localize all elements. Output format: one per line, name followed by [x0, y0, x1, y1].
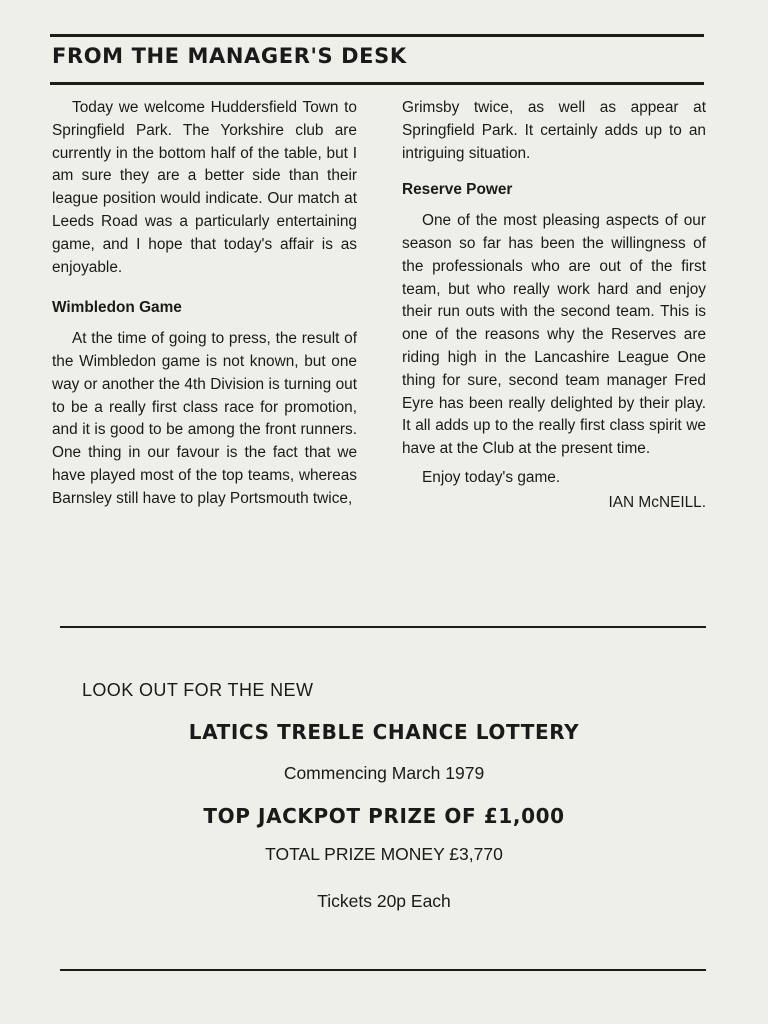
manager-signature: IAN McNEILL. [608, 493, 706, 511]
closing-line: Enjoy today's game. [422, 468, 561, 486]
subheading-wimbledon: Wimbledon Game [52, 299, 182, 317]
subheading-reserve-power: Reserve Power [402, 181, 513, 199]
continued-paragraph: Grimsby twice, as well as appear at Springfield Park. It certainly adds up to an intriguing situation. [402, 99, 706, 162]
total-prize-money: TOTAL PRIZE MONEY £3,770 [265, 844, 503, 864]
ticket-price: Tickets 20p Each [317, 891, 451, 911]
reserve-paragraph: One of the most pleasing aspects of our season so far has been the willingness of the professionals who are out of the first team, but who really work hard and enjoy their run outs with the second team. This is one of the reasons why the Reserves are riding high in the Lancashire League One thing for sure, second team manager Fred Eyre has been really delighted by their play. It all adds up to the really first class spirit we have at the Club at the present time. [402, 212, 706, 458]
commencing-date: Commencing March 1979 [283, 763, 485, 783]
wimbledon-paragraph: At the time of going to press, the result of the Wimbledon game is not known, but one way or another the 4th Division is turning out to be a really first class race for promotion, and it is good to be among the front runners. One thing in our favour is the fact that we have played most of the top teams, whereas Barnsley still have to play Portsmouth twice, [52, 330, 357, 507]
jackpot-prize: TOP JACKPOT PRIZE OF £1,000 [203, 804, 565, 828]
intro-paragraph: Today we welcome Huddersfield Town to Springfield Park. The Yorkshire club are currently in the bottom half of the table, but I am sure they are a better side than their league position would indicate. Our match at Leeds Road was a particularly entertaining game, and I hope that today's affair is as enjoyable. [52, 99, 357, 276]
lottery-headline: LATICS TREBLE CHANCE LOTTERY [188, 720, 580, 744]
advert-bottom-rule [60, 969, 706, 971]
section-heading: FROM THE MANAGER'S DESK [52, 44, 407, 68]
advert-intro: LOOK OUT FOR THE NEW [82, 680, 314, 700]
